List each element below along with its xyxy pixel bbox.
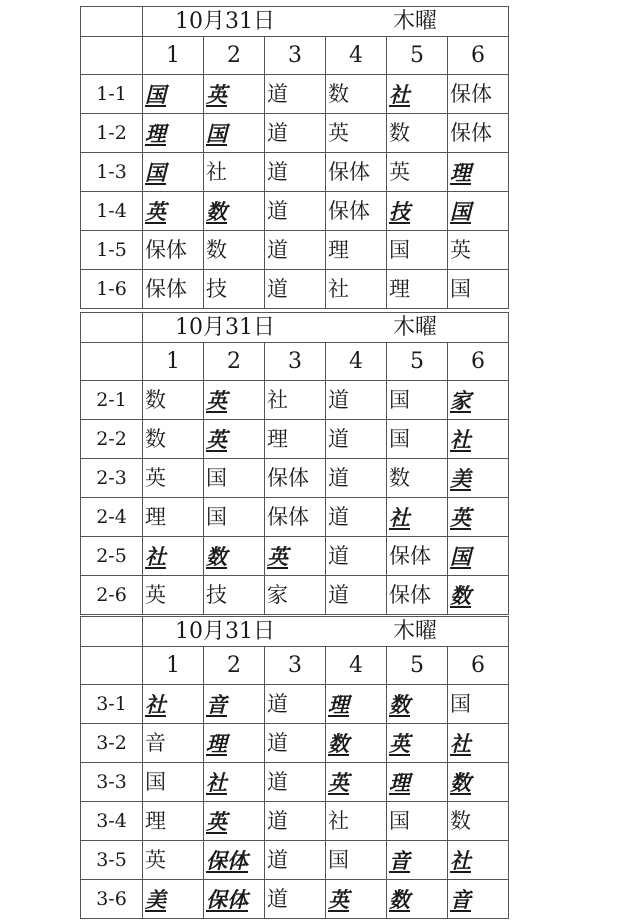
- subject-cell-changed: 国: [448, 537, 509, 576]
- subject-cell-changed: 音: [448, 880, 509, 919]
- subject-cell: 国: [448, 685, 509, 724]
- corner-cell: [81, 313, 143, 343]
- subject-cell: 英: [143, 459, 204, 498]
- period-3-header: 3: [265, 343, 326, 381]
- class-label: 2-6: [81, 576, 143, 615]
- class-label: 1-4: [81, 192, 143, 231]
- subject-cell: 道: [326, 576, 387, 615]
- weekday-label: 木曜: [393, 9, 438, 34]
- date-label: 10月31日: [175, 9, 275, 34]
- subject-cell-changed: 数: [204, 537, 265, 576]
- class-label: 2-5: [81, 537, 143, 576]
- subject-cell: 国: [387, 231, 448, 270]
- subject-cell-changed: 社: [143, 685, 204, 724]
- class-row: [81, 880, 509, 919]
- subject-cell-changed: 数: [448, 576, 509, 615]
- class-row: [81, 231, 509, 270]
- subject-cell-changed: 理: [204, 724, 265, 763]
- class-label: 1-1: [81, 75, 143, 114]
- subject-cell-changed: 理: [326, 685, 387, 724]
- class-row: [81, 192, 509, 231]
- class-row: [81, 270, 509, 309]
- class-label: 3-5: [81, 841, 143, 880]
- subject-cell: 社: [265, 381, 326, 420]
- date-row: [81, 617, 509, 647]
- subject-cell: 英: [143, 841, 204, 880]
- class-row: [81, 114, 509, 153]
- period-3-header: 3: [265, 37, 326, 75]
- subject-cell-changed: 家: [448, 381, 509, 420]
- subject-cell: 道: [326, 498, 387, 537]
- subject-cell-changed: 国: [143, 153, 204, 192]
- date-row: [81, 7, 509, 37]
- subject-cell-changed: 英: [448, 498, 509, 537]
- period-4-header: 4: [326, 37, 387, 75]
- subject-cell: 保体: [265, 498, 326, 537]
- class-label: 3-1: [81, 685, 143, 724]
- subject-cell: 道: [326, 537, 387, 576]
- period-1-header: 1: [143, 647, 204, 685]
- subject-cell: 技: [204, 270, 265, 309]
- subject-cell: 英: [326, 114, 387, 153]
- period-6-header: 6: [448, 647, 509, 685]
- subject-cell: 国: [448, 270, 509, 309]
- subject-cell-changed: 国: [143, 75, 204, 114]
- schedule-table-grade-2: [80, 312, 509, 615]
- subject-cell: 理: [326, 231, 387, 270]
- subject-cell-changed: 社: [387, 498, 448, 537]
- date-row: [81, 313, 509, 343]
- class-row: [81, 75, 509, 114]
- subject-cell: 理: [143, 498, 204, 537]
- class-label: 2-1: [81, 381, 143, 420]
- subject-cell: 英: [448, 231, 509, 270]
- class-label: 3-2: [81, 724, 143, 763]
- subject-cell-changed: 社: [143, 537, 204, 576]
- subject-cell: 道: [265, 114, 326, 153]
- subject-cell: 道: [326, 381, 387, 420]
- subject-cell-changed: 社: [448, 420, 509, 459]
- class-label: 1-5: [81, 231, 143, 270]
- class-header-cell: [81, 647, 143, 685]
- period-5-header: 5: [387, 37, 448, 75]
- subject-cell: 道: [265, 270, 326, 309]
- period-1-header: 1: [143, 37, 204, 75]
- subject-cell: 家: [265, 576, 326, 615]
- subject-cell: 道: [265, 763, 326, 802]
- subject-cell-changed: 社: [204, 763, 265, 802]
- period-4-header: 4: [326, 343, 387, 381]
- period-6-header: 6: [448, 37, 509, 75]
- subject-cell: 国: [387, 381, 448, 420]
- subject-cell: 音: [143, 724, 204, 763]
- date-label: 10月31日: [175, 315, 275, 340]
- subject-cell-changed: 音: [387, 841, 448, 880]
- corner-cell: [81, 617, 143, 647]
- class-row: [81, 459, 509, 498]
- subject-cell: 数: [448, 802, 509, 841]
- subject-cell: 国: [387, 802, 448, 841]
- subject-cell-changed: 英: [204, 75, 265, 114]
- subject-cell: 道: [265, 841, 326, 880]
- class-row: [81, 685, 509, 724]
- class-row: [81, 153, 509, 192]
- subject-cell-changed: 数: [448, 763, 509, 802]
- period-3-header: 3: [265, 647, 326, 685]
- subject-cell-changed: 英: [143, 192, 204, 231]
- subject-cell: 数: [143, 420, 204, 459]
- subject-cell: 社: [204, 153, 265, 192]
- period-2-header: 2: [204, 37, 265, 75]
- class-label: 3-4: [81, 802, 143, 841]
- weekday-label: 木曜: [393, 315, 438, 340]
- subject-cell-changed: 英: [204, 381, 265, 420]
- subject-cell-changed: 美: [143, 880, 204, 919]
- subject-cell: 保体: [265, 459, 326, 498]
- subject-cell-changed: 理: [387, 763, 448, 802]
- period-6-header: 6: [448, 343, 509, 381]
- subject-cell: 国: [204, 459, 265, 498]
- subject-cell: 保体: [143, 270, 204, 309]
- subject-cell: 社: [326, 802, 387, 841]
- subject-cell: 社: [326, 270, 387, 309]
- subject-cell-changed: 数: [387, 685, 448, 724]
- subject-cell: 保体: [387, 537, 448, 576]
- subject-cell: 保体: [326, 192, 387, 231]
- subject-cell-changed: 英: [326, 880, 387, 919]
- subject-cell: 数: [387, 114, 448, 153]
- subject-cell: 保体: [448, 114, 509, 153]
- class-label: 2-4: [81, 498, 143, 537]
- subject-cell: 道: [265, 153, 326, 192]
- class-label: 3-3: [81, 763, 143, 802]
- class-row: [81, 381, 509, 420]
- subject-cell-changed: 数: [387, 880, 448, 919]
- subject-cell-changed: 数: [326, 724, 387, 763]
- subject-cell: 国: [143, 763, 204, 802]
- class-header-cell: [81, 343, 143, 381]
- subject-cell-changed: 数: [204, 192, 265, 231]
- subject-cell-changed: 社: [448, 841, 509, 880]
- date-header: [143, 313, 509, 343]
- subject-cell: 保体: [448, 75, 509, 114]
- subject-cell-changed: 英: [204, 420, 265, 459]
- period-1-header: 1: [143, 343, 204, 381]
- class-row: [81, 763, 509, 802]
- subject-cell: 理: [265, 420, 326, 459]
- subject-cell: 理: [387, 270, 448, 309]
- period-5-header: 5: [387, 343, 448, 381]
- class-row: [81, 576, 509, 615]
- subject-cell: 国: [326, 841, 387, 880]
- period-header-row: [81, 343, 509, 381]
- date-header: [143, 617, 509, 647]
- schedule-table-grade-3: [80, 616, 509, 919]
- subject-cell: 道: [265, 75, 326, 114]
- subject-cell-changed: 社: [448, 724, 509, 763]
- subject-cell: 数: [143, 381, 204, 420]
- class-label: 1-6: [81, 270, 143, 309]
- subject-cell-changed: 保体: [204, 880, 265, 919]
- subject-cell-changed: 英: [326, 763, 387, 802]
- class-header-cell: [81, 37, 143, 75]
- period-2-header: 2: [204, 343, 265, 381]
- date-header: [143, 7, 509, 37]
- subject-cell: 数: [387, 459, 448, 498]
- period-4-header: 4: [326, 647, 387, 685]
- class-label: 1-3: [81, 153, 143, 192]
- subject-cell: 数: [326, 75, 387, 114]
- subject-cell: 保体: [326, 153, 387, 192]
- subject-cell-changed: 理: [143, 114, 204, 153]
- class-row: [81, 802, 509, 841]
- class-label: 3-6: [81, 880, 143, 919]
- subject-cell-changed: 社: [387, 75, 448, 114]
- class-row: [81, 537, 509, 576]
- subject-cell: 保体: [143, 231, 204, 270]
- schedule-table-grade-1: [80, 6, 509, 309]
- subject-cell: 道: [265, 192, 326, 231]
- subject-cell-changed: 英: [387, 724, 448, 763]
- subject-cell: 国: [387, 420, 448, 459]
- subject-cell-changed: 美: [448, 459, 509, 498]
- subject-cell: 国: [204, 498, 265, 537]
- subject-cell: 数: [204, 231, 265, 270]
- subject-cell-changed: 技: [387, 192, 448, 231]
- class-label: 1-2: [81, 114, 143, 153]
- subject-cell-changed: 国: [204, 114, 265, 153]
- subject-cell: 道: [265, 724, 326, 763]
- subject-cell: 道: [265, 685, 326, 724]
- weekday-label: 木曜: [393, 619, 438, 644]
- subject-cell: 道: [265, 231, 326, 270]
- subject-cell-changed: 英: [265, 537, 326, 576]
- subject-cell-changed: 国: [448, 192, 509, 231]
- class-label: 2-2: [81, 420, 143, 459]
- subject-cell: 道: [265, 880, 326, 919]
- subject-cell: 道: [326, 459, 387, 498]
- class-row: [81, 420, 509, 459]
- period-2-header: 2: [204, 647, 265, 685]
- subject-cell: 英: [387, 153, 448, 192]
- subject-cell: 技: [204, 576, 265, 615]
- subject-cell-changed: 音: [204, 685, 265, 724]
- class-label: 2-3: [81, 459, 143, 498]
- class-row: [81, 841, 509, 880]
- class-row: [81, 498, 509, 537]
- subject-cell: 理: [143, 802, 204, 841]
- subject-cell: 保体: [387, 576, 448, 615]
- subject-cell: 道: [326, 420, 387, 459]
- class-row: [81, 724, 509, 763]
- subject-cell-changed: 英: [204, 802, 265, 841]
- period-5-header: 5: [387, 647, 448, 685]
- date-label: 10月31日: [175, 619, 275, 644]
- subject-cell: 道: [265, 802, 326, 841]
- subject-cell-changed: 理: [448, 153, 509, 192]
- subject-cell: 英: [143, 576, 204, 615]
- period-header-row: [81, 37, 509, 75]
- corner-cell: [81, 7, 143, 37]
- subject-cell-changed: 保体: [204, 841, 265, 880]
- period-header-row: [81, 647, 509, 685]
